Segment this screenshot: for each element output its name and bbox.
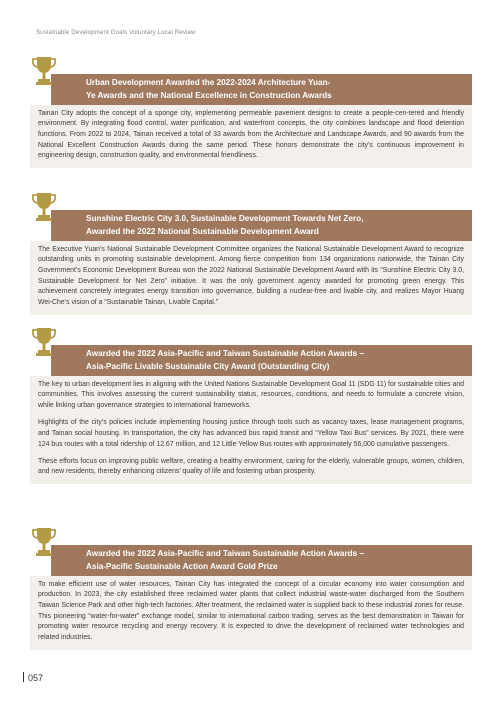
trophy-icon [31,525,57,559]
award-body-1 [30,105,472,168]
award-title-line: Urban Development Awarded the 2022-2024 Architecture Yuan- [86,78,331,87]
award-title-line: Sunshine Electric City 3.0, Sustainable Development Towards Net Zero, [86,214,364,223]
running-header: Sustainable Development Goals Voluntary Local Review [36,29,196,36]
award-title-line: Awarded the 2022 National Sustainable Development Award [86,227,319,237]
award-body-2 [30,241,472,315]
award-title-1 [51,74,472,105]
award-title-3 [51,345,472,376]
award-paragraph: The key to urban development lies in aligning with the United Nations Sustainable Development Goal 11 (SDG 11) for sustainable cities and communities. This involves assessing the current sustainability status, resources, conditions, and needs to formulate a concrete vision, while linking urban governance strategies to international frameworks. [38,380,464,410]
award-paragraph: To make efficient use of water resources, Tainan City has integrated the concept of a circular economy into water consumption and production. In 2023, the city established three reclaimed water plants that collect industrial waste-water discharged from the Southern Taiwan Science Park and other high-tech factories. After treatment, the reclaimed water is supplied back to these industrial zones for reuse. This pioneering “water-for-water” exchange model, similar to international carbon trading, serves as the best demonstration in Taiwan for promoting water resource recycling and energy recovery. It is expected to drive the development of reclaimed water technologies and related industries. [38,580,464,642]
award-section-3 [30,345,472,484]
award-title-line: Asia-Pacific Livable Sustainable City Award (Outstanding City) [86,362,330,372]
trophy-icon [31,190,57,224]
page-number-divider [23,672,24,682]
award-body-4 [30,576,472,650]
award-title-line: Ye Awards and the National Excellence in Construction Awards [86,91,332,101]
award-paragraph: Highlights of the city’s policies include implementing housing justice through tools such as vacancy taxes, lease management programs, and Tainan social housing. In transportation, the city has advanced bus rapid transit and “Yellow Taxi Bus” services. By 2021, there were 124 bus routes with a total ridership of 12.67 million, and 12 Little Yellow Bus routes with approximately 56,000 cumulative passengers. [38,419,464,448]
award-paragraph: The Executive Yuan’s National Sustainable Development Committee organizes the National Sustainable Development Award to recognize outstanding units in promoting sustainable development. Among fierce competition from 134 organizations nationwide, the Tainan City Government’s Economic Development Bureau won the 2022 National Sustainable Development Award with its “Sunshine Electric City 3.0, Sustainable Development for Net Zero” initiative. It was the only government agency awarded for promoting green energy. This achievement concretely integrates energy transition into governance, building a nuclear-free and livable city, and realizes Mayor Huang Wei-Che’s vision of a “Sustainable Tainan, Livable Capital.” [38,245,464,307]
award-title-line: Awarded the 2022 Asia-Pacific and Taiwan Sustainable Action Awards – [86,549,365,558]
trophy-icon [31,54,57,88]
award-section-4 [30,545,472,650]
award-paragraph: These efforts focus on improving public welfare, creating a healthy environment, caring for the elderly, vulnerable groups, women, children, and new residents, thereby enhancing citizens’ quality of life and fostering urban prosperity. [38,457,464,476]
award-body-3 [30,376,472,484]
award-section-1 [30,74,472,168]
trophy-icon [31,325,57,359]
page-number [23,672,43,683]
award-title-4 [51,545,472,576]
award-title-line: Awarded the 2022 Asia-Pacific and Taiwan Sustainable Action Awards – [86,349,365,358]
award-paragraph: Tainan City adopts the concept of a sponge city, implementing permeable pavement designs to create a people-cen-tered and friendly environment. By integrating flood control, water purification, and waterfront concepts, the city combines landscape and flood detention functions. From 2022 to 2024, Tainan received a total of 33 awards from the Architecture and Landscape Awards, and 90 awards from the National Excellent Construction Awards during the same period. These honors demonstrate the city’s continuous improvement in engineering design, construction quality, and environmental friendliness. [38,109,464,160]
page-number-text: 057 [28,673,44,683]
award-title-line: Asia-Pacific Sustainable Action Award Gold Prize [86,562,278,572]
award-title-2 [51,210,472,241]
award-section-2 [30,210,472,315]
